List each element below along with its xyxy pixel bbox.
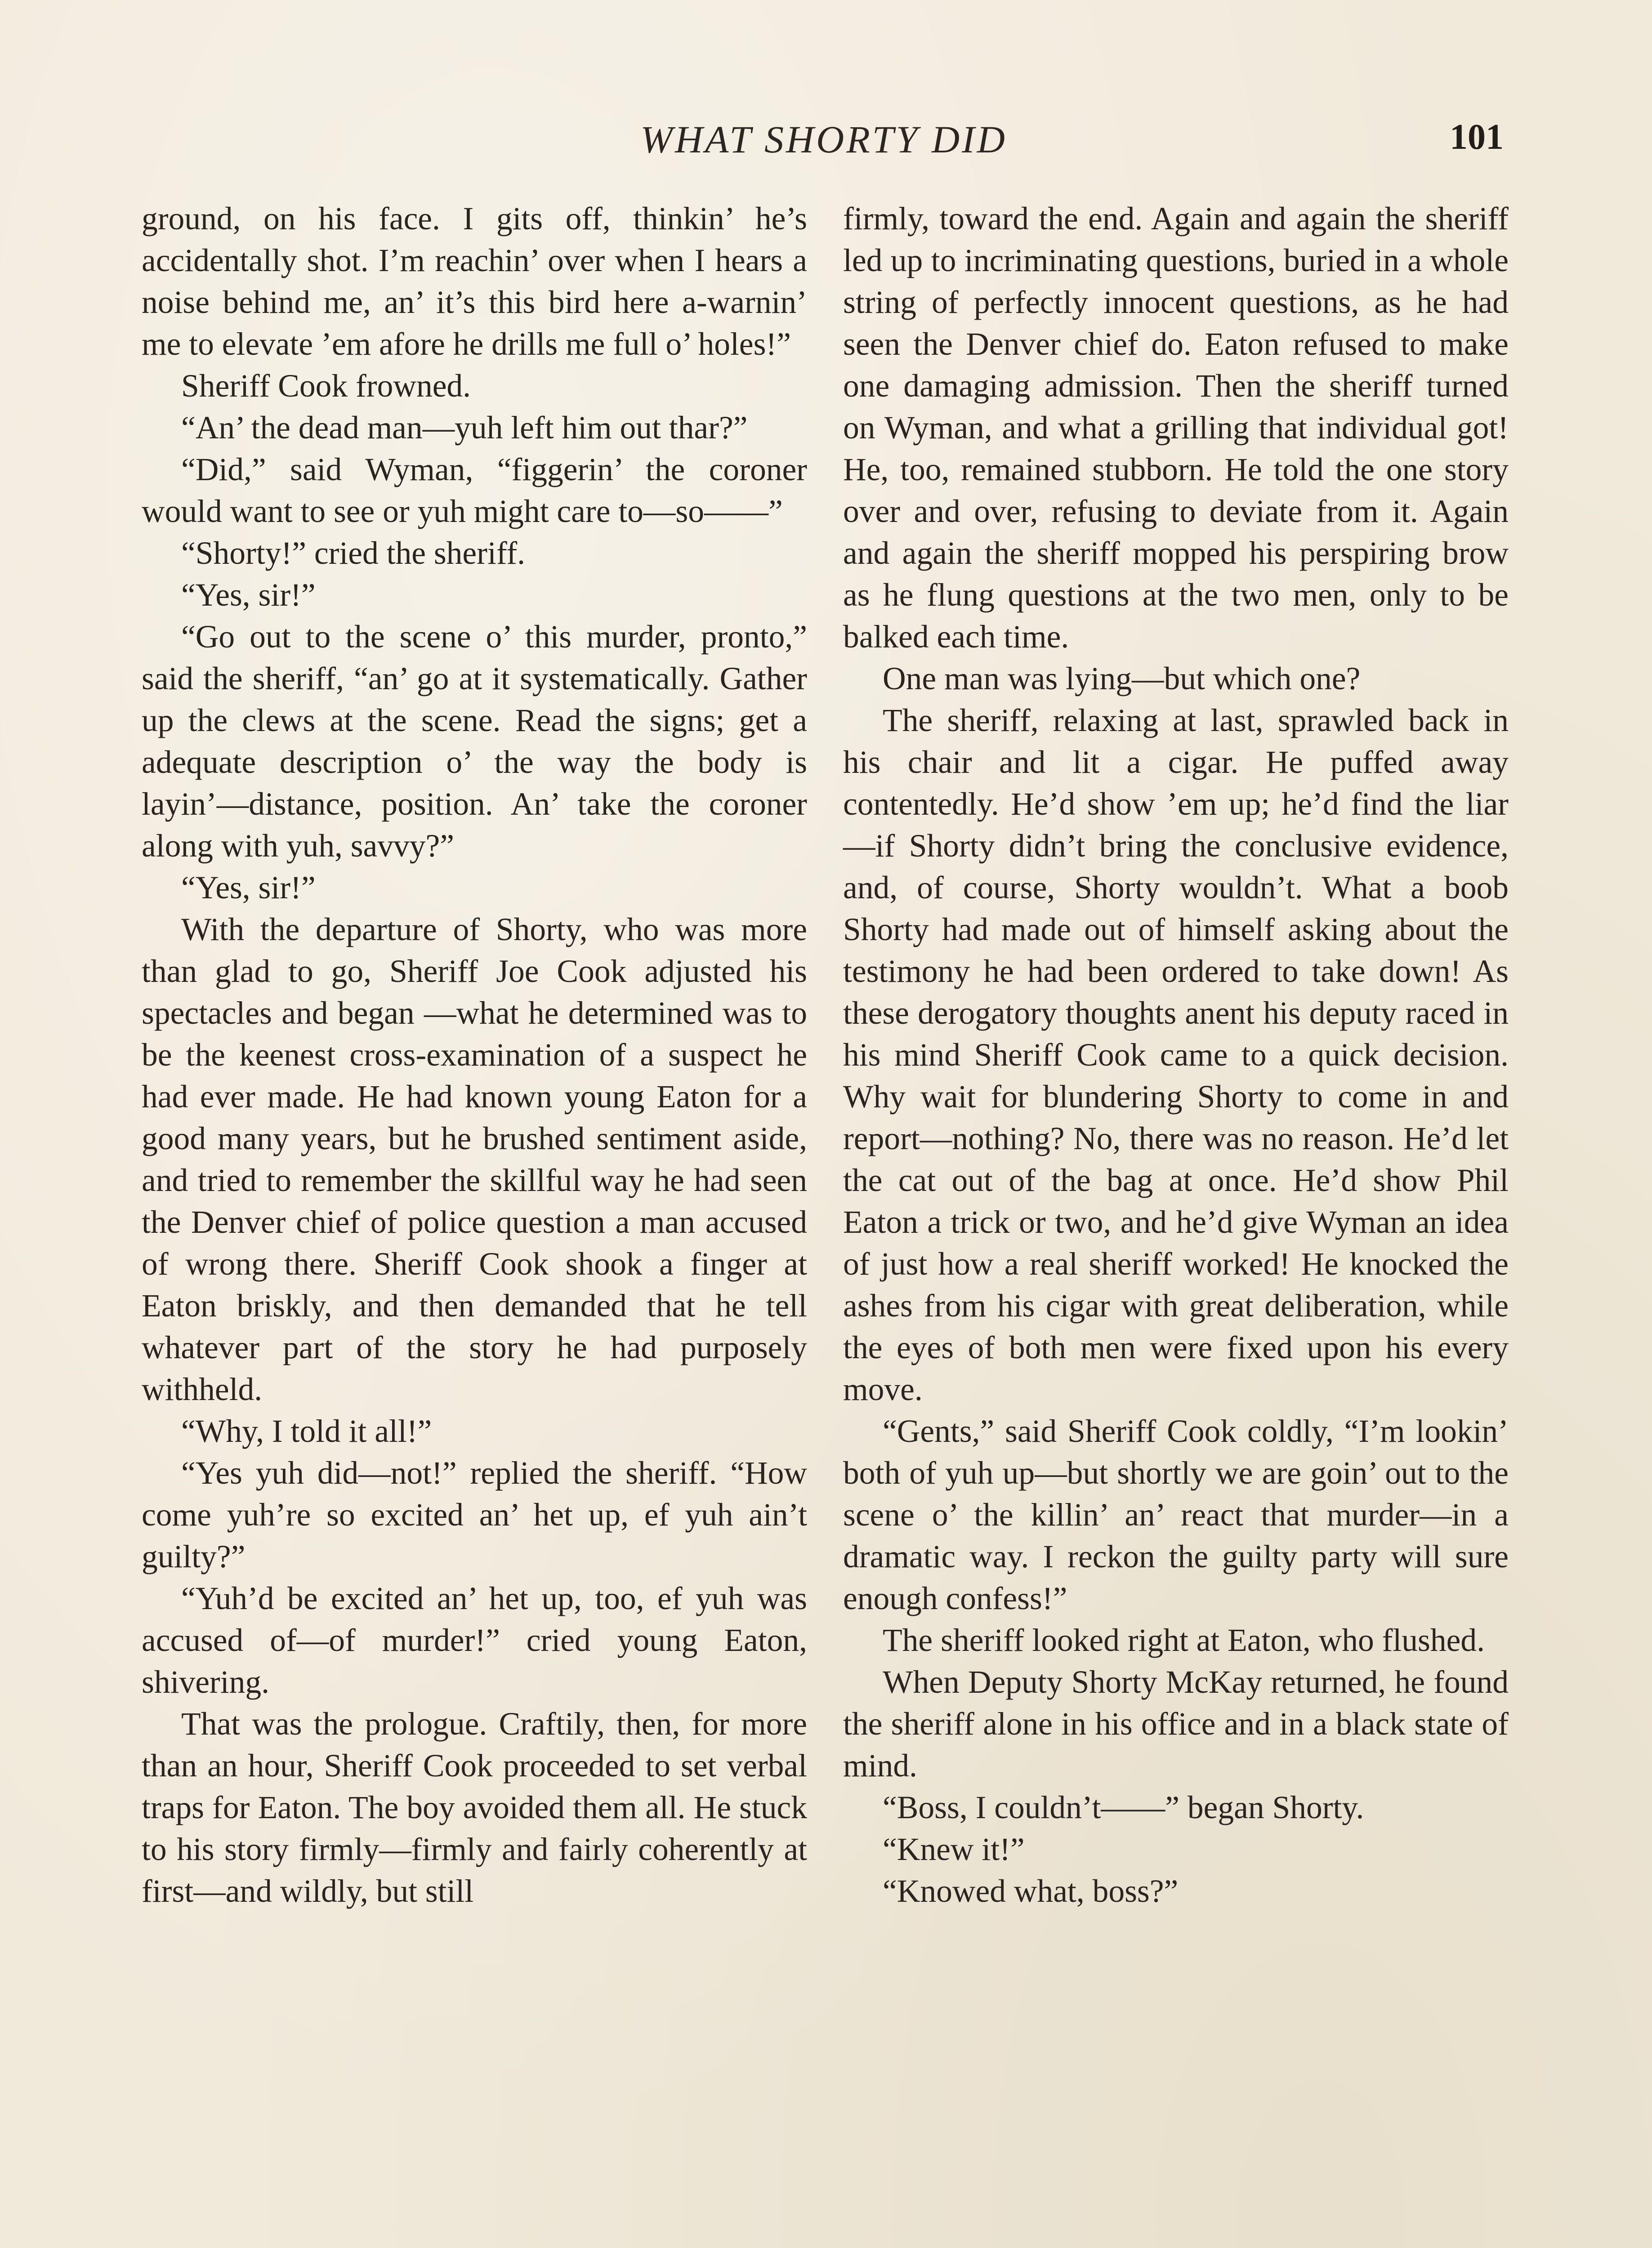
- paragraph: That was the prologue. Craftily, then, for more than an hour, Sheriff Cook proceeded to set verbal traps for Eaton. The boy avoided them all. He stuck to his story firmly—firmly and fairly coherently at first—and wildly, but still: [142, 1706, 807, 1909]
- paragraph: One man was lying—but which one?: [883, 661, 1361, 696]
- paragraph: “Gents,” said Sheriff Cook coldly, “I’m lookin’ both of yuh up—but shortly we are goin’ out to the scene o’ the killin’ an’ react that murder—in a dramatic way. I reckon the guilty party will sure enough confess!”: [843, 1414, 1509, 1616]
- paragraph: “Yes, sir!”: [181, 870, 316, 905]
- paragraph: “Yes, sir!”: [181, 577, 316, 613]
- paragraph: With the departure of Shorty, who was more than glad to go, Sheriff Joe Cook adjusted his spectacles and began —what he determined was to be the keenest cross-examination of a suspect he had ever made. He had known young Eaton for a good many years, but he brushed sentiment aside, and tried to remember the skillful way he had seen the Denver chief of police question a man accused of wrong there. Sheriff Cook shook a finger at Eaton briskly, and then demanded that he tell whatever part of the story he had purposely withheld.: [142, 912, 807, 1407]
- paragraph: ground, on his face. I gits off, thinkin’ he’s accidentally shot. I’m reachin’ over when I hears a noise behind me, an’ it’s this bird here a-warnin’ me to elevate ’em afore he drills me full o’ holes!”: [142, 201, 807, 362]
- page-number: 101: [1450, 117, 1504, 157]
- paragraph: “Knew it!”: [883, 1832, 1025, 1867]
- paragraph: The sheriff, relaxing at last, sprawled back in his chair and lit a cigar. He puffed away contentedly. He’d show ’em up; he’d find the liar—if Shorty didn’t bring the conclusive evidence, and, of course, Shorty wouldn’t. What a boob Shorty had made out of himself asking about the testimony he had been ordered to take down! As these derogatory thoughts anent his deputy raced in his mind Sheriff Cook came to a quick decision. Why wait for blundering Shorty to come in and report—nothing? No, there was no reason. He’d let the cat out of the bag at once. He’d show Phil Eaton a trick or two, and he’d give Wyman an idea of just how a real sheriff worked! He knocked the ashes from his cigar with great deliberation, while the eyes of both men were fixed upon his every move.: [843, 703, 1509, 1407]
- paragraph: Sheriff Cook frowned.: [181, 368, 471, 404]
- page-header: [144, 112, 1504, 166]
- paragraph: “Shorty!” cried the sheriff.: [181, 535, 526, 571]
- paragraph: When Deputy Shorty McKay returned, he found the sheriff alone in his office and in a black state of mind.: [843, 1664, 1509, 1784]
- paragraph: “Did,” said Wyman, “figgerin’ the coroner would want to see or yuh might care to—so——”: [142, 452, 807, 529]
- paragraph: “Yuh’d be excited an’ het up, too, ef yuh was accused of—of murder!” cried young Eaton, shivering.: [142, 1581, 807, 1700]
- paragraph: “Knowed what, boss?”: [883, 1873, 1179, 1909]
- paragraph: “Go out to the scene o’ this murder, pronto,” said the sheriff, “an’ go at it systematically. Gather up the clews at the scene. Read the signs; get a adequate description o’ the way the body is layin’—distance, position. An’ take the coroner along with yuh, savvy?”: [142, 619, 807, 864]
- left-column: [142, 198, 807, 1912]
- paragraph: The sheriff looked right at Eaton, who flushed.: [883, 1623, 1485, 1658]
- paragraph: “Yes yuh did—not!” replied the sheriff. “How come yuh’re so excited an’ het up, ef yuh ain’t guilty?”: [142, 1455, 807, 1574]
- running-title: WHAT SHORTY DID: [640, 118, 1007, 161]
- paragraph: “An’ the dead man—yuh left him out thar?”: [181, 410, 748, 446]
- paragraph: “Boss, I couldn’t——” began Shorty.: [883, 1790, 1364, 1825]
- paragraph: firmly, toward the end. Again and again the sheriff led up to incriminating questions, buried in a whole string of perfectly innocent questions, as he had seen the Denver chief do. Eaton refused to make one damaging admission. Then the sheriff turned on Wyman, and what a grilling that individual got! He, too, remained stubborn. He told the one story over and over, refusing to deviate from it. Again and again the sheriff mopped his perspiring brow as he flung questions at the two men, only to be balked each time.: [843, 201, 1509, 655]
- paragraph: “Why, I told it all!”: [181, 1414, 432, 1449]
- right-column: [843, 198, 1509, 1912]
